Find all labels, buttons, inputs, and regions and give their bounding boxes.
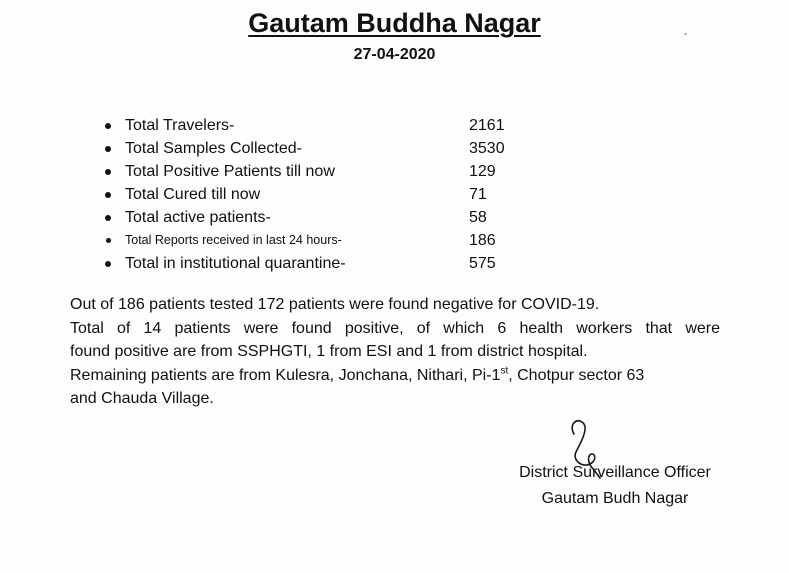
stat-value: 575 [469,255,496,272]
bullet-icon [105,146,111,152]
summary-paragraph [70,293,720,411]
bullet-icon [105,123,111,129]
stat-label: Total Travelers- [125,117,235,134]
stat-row-cured [100,183,540,206]
summary-line [70,364,720,388]
stat-value: 71 [469,186,487,203]
stat-value: 129 [469,163,496,180]
officer-designation: District Surveillance Officer [519,464,711,481]
summary-line: and Chauda Village. [70,390,214,407]
bullet-icon [106,238,111,243]
summary-line: Out of 186 patients tested 172 patients were found negative for COVID-19. [70,296,600,313]
stat-value: 3530 [469,140,505,157]
document-date: 27-04-2020 [353,46,436,63]
stat-value: 186 [469,232,496,249]
stat-label: Total Positive Patients till now [125,163,335,180]
officer-place: Gautam Budh Nagar [541,490,689,507]
document-title: Gautam Buddha Nagar [248,8,541,38]
stat-row-travelers [100,114,540,137]
stat-row-samples [100,137,540,160]
bullet-icon [105,215,111,221]
signature-block [470,460,760,512]
stat-label: Total active patients- [125,209,271,226]
stat-row-reports [100,229,540,252]
summary-line: Total of 14 patients were found positive, of which 6 health workers that were [70,319,720,337]
stat-label: Total in institutional quarantine- [125,255,346,272]
stat-value: 2161 [469,117,505,134]
summary-line-text: , Chotpur sector 63 [508,366,645,384]
superscript-text: st [500,365,509,377]
summary-line: found positive are from SSPHGTI, 1 from ESI and 1 from district hospital. [70,343,588,360]
stats-list [100,114,540,275]
stat-label: Total Reports received in last 24 hours- [125,233,342,247]
stat-label: Total Samples Collected- [125,140,302,157]
summary-line-text: Remaining patients are from Kulesra, Jonchana, Nithari, Pi-1 [70,366,501,384]
stat-row-positive [100,160,540,183]
bullet-icon [105,192,111,198]
bullet-icon [105,261,111,267]
stat-row-active [100,206,540,229]
bullet-icon [105,169,111,175]
stat-label: Total Cured till now [125,186,261,203]
stat-row-quarantine [100,252,540,275]
stat-value: 58 [469,209,487,226]
